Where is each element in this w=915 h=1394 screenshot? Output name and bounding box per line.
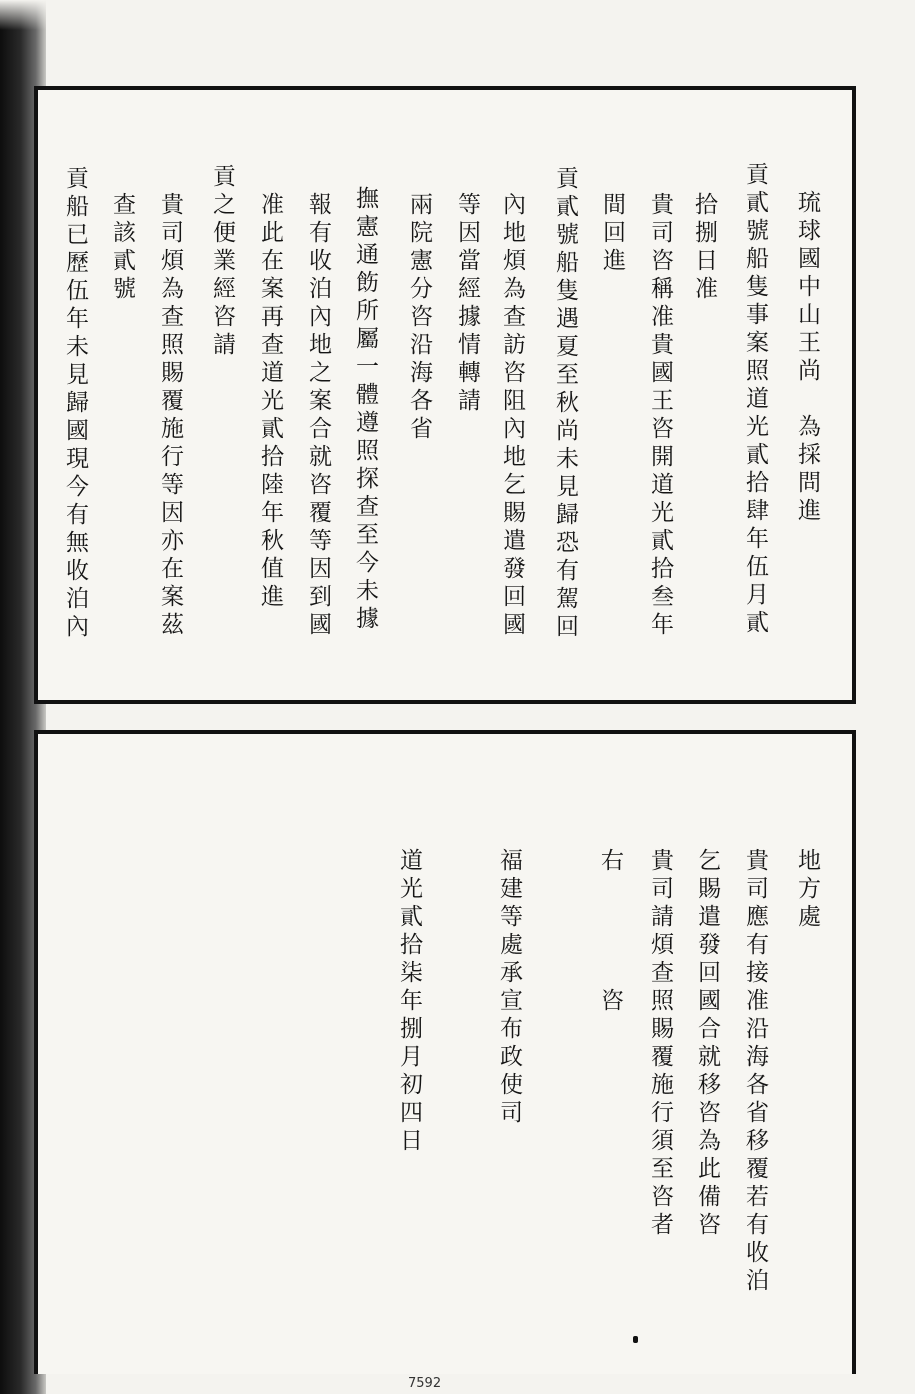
- text-column-22: 福建等處承宣布政使司: [496, 848, 522, 1128]
- text-column-10: 撫憲通飭所屬一體遵照探查至今未據: [352, 186, 378, 634]
- text-column-5: 間回進: [599, 192, 625, 276]
- text-column-16: 貢船已歷伍年未見歸國現今有無收泊內: [62, 166, 88, 642]
- text-column-14: 貴司煩為查照賜覆施行等因亦在案茲: [157, 192, 183, 640]
- text-column-4: 貴司咨稱准貴國王咨開道光貳拾叁年: [647, 192, 673, 640]
- text-column-20: 貴司請煩查照賜覆施行須至咨者: [647, 848, 673, 1240]
- text-column-17: 地方處: [794, 848, 820, 932]
- text-column-7: 內地煩為查訪咨阻內地乞賜遣發回國: [499, 192, 525, 640]
- ink-speck: [633, 1336, 638, 1343]
- text-column-18: 貴司應有接准沿海各省移覆若有收泊: [742, 848, 768, 1296]
- text-column-21: 右 咨: [597, 848, 623, 1016]
- text-column-11: 報有收泊內地之案合就咨覆等因到國: [305, 192, 331, 640]
- scan-gutter-fade: [0, 0, 46, 30]
- text-column-3: 拾捌日准: [691, 192, 717, 304]
- text-column-13: 貢之便業經咨請: [209, 164, 235, 360]
- text-column-19: 乞賜遣發回國合就移咨為此備咨: [694, 848, 720, 1240]
- page-number: 7592: [408, 1376, 442, 1391]
- text-column-1: 琉球國中山王尚 為採問進: [794, 190, 820, 526]
- text-column-8: 等因當經據情轉請: [454, 192, 480, 416]
- text-column-6: 貢貳號船隻遇夏至秋尚未見歸恐有駕回: [552, 166, 578, 642]
- text-column-9: 兩院憲分咨沿海各省: [406, 192, 432, 444]
- text-column-2: 貢貳號船隻事案照道光貳拾肆年伍月貳: [742, 162, 768, 638]
- text-column-12: 准此在案再查道光貳拾陸年秋值進: [257, 192, 283, 612]
- document-panel-bottom: [34, 730, 856, 1374]
- text-column-23: 道光貳拾柒年捌月初四日: [396, 848, 422, 1156]
- text-column-15: 查該貳號: [109, 192, 135, 304]
